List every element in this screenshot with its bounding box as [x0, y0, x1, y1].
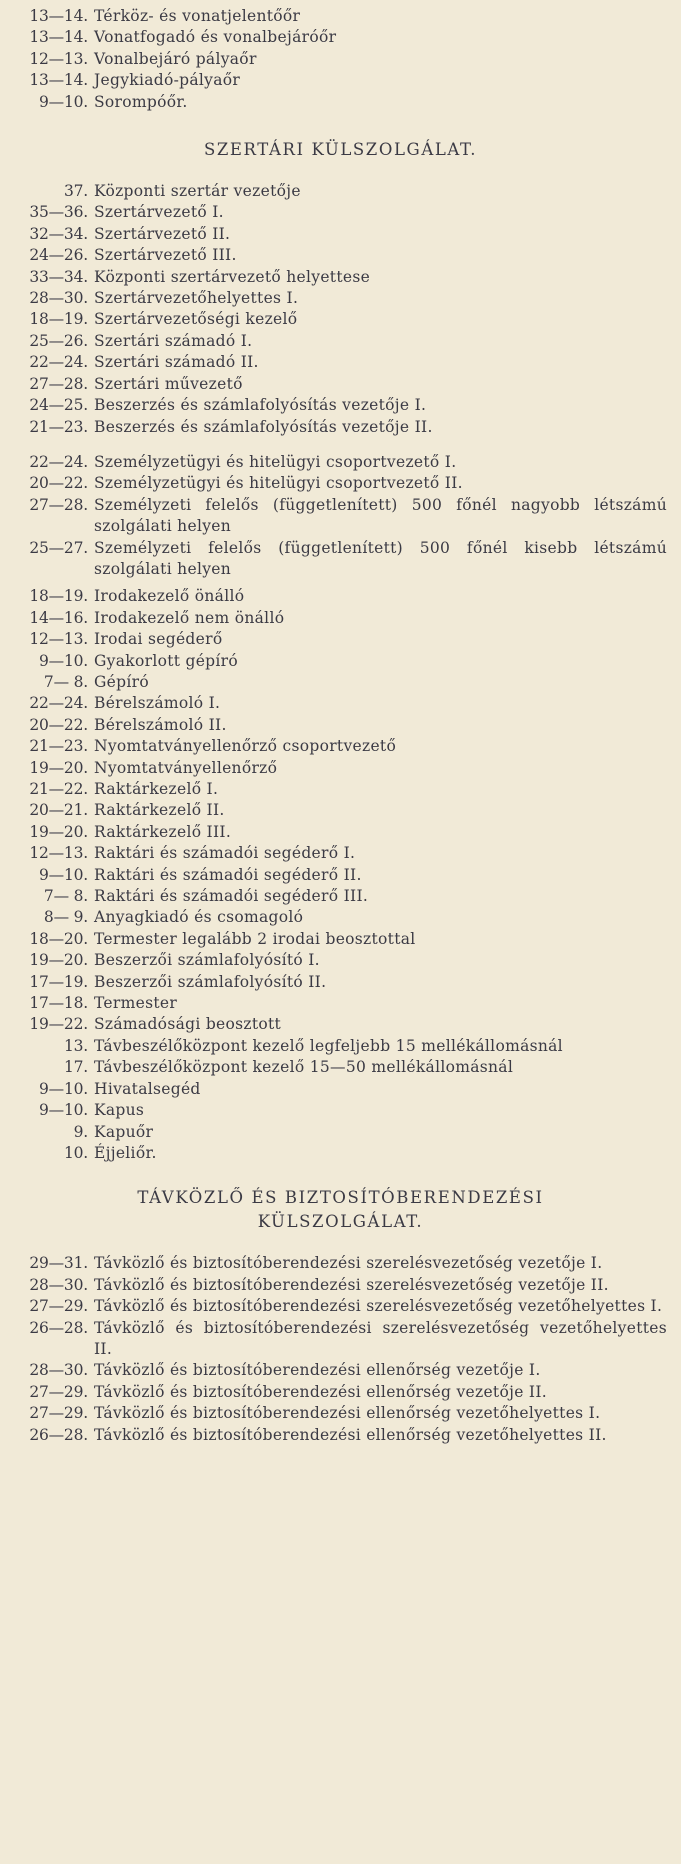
item-text: Szertárvezető II. [94, 224, 231, 243]
item-text: Távközlő és biztosítóberendezési ellenőrség vezetője II. [94, 1382, 547, 1401]
item-number: 20—22. [29, 715, 88, 734]
list-item [8, 972, 673, 993]
list-item [8, 267, 673, 288]
list-item [8, 1296, 673, 1317]
item-number: 27—29. [29, 1382, 88, 1401]
list-item [8, 672, 673, 693]
list-item [8, 608, 673, 629]
item-text: Gépíró [94, 672, 149, 691]
item-number: 20—21. [29, 801, 88, 820]
item-text: Raktári és számadói segéderő III. [94, 887, 369, 906]
item-number: 10. [63, 1143, 88, 1162]
list-item [8, 452, 673, 473]
item-number: 9—10. [38, 1079, 88, 1098]
list-item [8, 1360, 673, 1381]
item-number: 18—19. [29, 310, 88, 329]
item-number: 8— 9. [43, 908, 88, 927]
item-number: 19—20. [29, 758, 88, 777]
list-item [8, 629, 673, 650]
list-item [8, 374, 673, 395]
item-text: Távközlő és biztosítóberendezési szerelésvezetőség vezetője I. [94, 1254, 603, 1273]
item-text: Irodai segéderő [94, 630, 223, 649]
item-number: 18—20. [29, 929, 88, 948]
item-number: 9. [73, 1122, 88, 1141]
list-item [8, 27, 673, 48]
list-item [8, 929, 673, 950]
list-item [8, 1253, 673, 1274]
list-item [8, 1100, 673, 1121]
item-number: 21—23. [29, 737, 88, 756]
item-text: Raktárkezelő III. [94, 822, 232, 841]
item-text: Raktári és számadói segéderő II. [94, 865, 362, 884]
list-item [8, 693, 673, 714]
item-number: 28—30. [29, 1275, 88, 1294]
item-text: Termester legalább 2 irodai beosztottal [94, 929, 416, 948]
item-text: Beszerzői számlafolyósító II. [94, 972, 327, 991]
item-text: Hivatalsegéd [94, 1079, 201, 1098]
item-number: 19—20. [29, 822, 88, 841]
list-item [8, 886, 673, 907]
list-item [8, 651, 673, 672]
list-item [8, 1143, 673, 1164]
list-item [8, 907, 673, 928]
list-item [8, 245, 673, 266]
item-number: 27—28. [29, 495, 88, 514]
item-text: Távközlő és biztosítóberendezési ellenőrség vezetője I. [94, 1361, 541, 1380]
list-item [8, 288, 673, 309]
item-text: Személyzeti felelős (függetlenített) 500 főnél kisebb létszámú szolgálati helyen [94, 538, 667, 578]
item-text: Gyakorlott gépíró [94, 651, 239, 670]
item-text: Kapuőr [94, 1122, 154, 1141]
item-number: 13—14. [29, 71, 88, 90]
item-number: 22—24. [29, 694, 88, 713]
list-item [8, 202, 673, 223]
item-number: 13—14. [29, 28, 88, 47]
item-number: 13—14. [29, 7, 88, 25]
item-number: 12—13. [29, 630, 88, 649]
item-text: Jegykiadó-pályaőr [94, 71, 241, 90]
block-b [8, 181, 673, 438]
item-text: Távbeszélőközpont kezelő 15—50 mellékállomásnál [94, 1058, 514, 1077]
item-number: 25—27. [29, 538, 88, 557]
list-item [8, 1318, 673, 1361]
item-number: 14—16. [29, 608, 88, 627]
item-number: 29—31. [29, 1254, 88, 1273]
item-number: 12—13. [29, 844, 88, 863]
list-item [8, 352, 673, 373]
list-item [8, 586, 673, 607]
list-item [8, 473, 673, 494]
item-text: Távközlő és biztosítóberendezési szerelésvezetőség vezetője II. [94, 1275, 609, 1294]
list-item [8, 758, 673, 779]
item-text: Távközlő és biztosítóberendezési szerelésvezetőség vezetőhelyettes II. [94, 1318, 667, 1358]
item-text: Szertárvezető III. [94, 246, 237, 265]
item-number: 24—25. [29, 396, 88, 415]
item-text: Szertárvezetőhelyettes I. [94, 289, 299, 308]
item-number: 22—24. [29, 353, 88, 372]
list-item [8, 800, 673, 821]
item-text: Beszerzés és számlafolyósítás vezetője II. [94, 417, 433, 436]
list-item [8, 736, 673, 757]
list-item [8, 417, 673, 438]
item-number: 32—34. [29, 224, 88, 243]
item-text: Vonalbejáró pályaőr [94, 49, 257, 68]
item-number: 26—28. [29, 1425, 88, 1444]
item-number: 20—22. [29, 474, 88, 493]
list-item [8, 395, 673, 416]
block-e [8, 1253, 673, 1446]
item-text: Raktári és számadói segéderő I. [94, 844, 356, 863]
list-item [8, 1079, 673, 1100]
item-number: 17—18. [29, 994, 88, 1013]
item-number: 21—22. [29, 780, 88, 798]
section-heading-tavkozlo-line2: KÜLSZOLGÁLAT. [257, 1212, 424, 1232]
list-item [8, 822, 673, 843]
item-number: 27—28. [29, 374, 88, 393]
list-item [8, 538, 673, 581]
item-number: 33—34. [29, 267, 88, 286]
item-text: Szertárvezető I. [94, 203, 224, 222]
list-item [8, 1122, 673, 1143]
item-number: 9—10. [38, 651, 88, 670]
item-number: 24—26. [29, 246, 88, 265]
item-text: Szertárvezetőségi kezelő [94, 310, 298, 329]
item-text: Beszerzői számlafolyósító I. [94, 951, 320, 970]
item-number: 28—30. [29, 289, 88, 308]
list-item [8, 715, 673, 736]
item-number: 9—10. [38, 865, 88, 884]
list-item [8, 49, 673, 70]
item-text: Raktárkezelő II. [94, 801, 225, 820]
item-text: Számadósági beosztott [94, 1015, 282, 1034]
item-text: Éjjeliőr. [94, 1143, 157, 1162]
item-text: Szertári művezető [94, 374, 243, 393]
item-text: Személyzetügyi és hitelügyi csoportvezető II. [94, 474, 463, 493]
item-text: Személyzetügyi és hitelügyi csoportvezető I. [94, 452, 457, 471]
list-item [8, 1036, 673, 1057]
item-number: 9—10. [38, 92, 88, 111]
item-number: 27—29. [29, 1297, 88, 1316]
item-text: Központi szertárvezető helyettese [94, 267, 371, 286]
item-text: Bérelszámoló II. [94, 715, 227, 734]
list-item [8, 92, 673, 113]
list-item [8, 1425, 673, 1446]
block-d [8, 586, 673, 1164]
item-text: Térköz- és vonatjelentőőr [94, 7, 301, 25]
item-number: 25—26. [29, 331, 88, 350]
item-text: Bérelszámoló I. [94, 694, 221, 713]
list-item [8, 1382, 673, 1403]
list-item [8, 331, 673, 352]
item-number: 7— 8. [43, 887, 88, 906]
list-item [8, 495, 673, 538]
item-number: 7— 8. [43, 672, 88, 691]
list-item [8, 224, 673, 245]
item-number: 18—19. [29, 587, 88, 606]
item-text: Sorompóőr. [94, 92, 188, 111]
item-number: 26—28. [29, 1318, 88, 1337]
block-c [8, 452, 673, 580]
list-item [8, 950, 673, 971]
item-text: Nyomtatványellenőrző [94, 758, 278, 777]
item-text: Nyomtatványellenőrző csoportvezető [94, 737, 397, 756]
item-number: 17—19. [29, 972, 88, 991]
item-text: Központi szertár vezetője [94, 182, 301, 201]
list-item [8, 1275, 673, 1296]
list-item [8, 843, 673, 864]
spacer [8, 438, 673, 452]
list-item [8, 70, 673, 91]
list-item [8, 865, 673, 886]
item-text: Személyzeti felelős (függetlenített) 500 főnél nagyobb létszámú szolgálati helyen [94, 495, 667, 536]
list-item [8, 6, 673, 27]
item-number: 21—23. [29, 417, 88, 436]
item-number: 12—13. [29, 49, 88, 68]
item-text: Távközlő és biztosítóberendezési ellenőrség vezetőhelyettes I. [94, 1404, 601, 1423]
list-item [8, 309, 673, 330]
item-text: Raktárkezelő I. [94, 780, 219, 798]
item-number: 37. [63, 182, 88, 201]
section-heading-tavkozlo-line1: TÁVKÖZLŐ ÉS BIZTOSÍTÓBERENDEZÉSI [137, 1188, 544, 1208]
list-item [8, 181, 673, 202]
item-number: 27—29. [29, 1404, 88, 1423]
item-text: Szertári számadó II. [94, 353, 259, 372]
item-number: 9—10. [38, 1101, 88, 1120]
item-number: 17. [63, 1058, 88, 1077]
section-heading-szertari: SZERTÁRI KÜLSZOLGÁLAT. [203, 140, 478, 160]
item-number: 28—30. [29, 1361, 88, 1380]
item-text: Anyagkiadó és csomagoló [94, 908, 304, 927]
list-item [8, 1014, 673, 1035]
list-item [8, 779, 673, 800]
item-text: Szertári számadó I. [94, 331, 253, 350]
item-number: 35—36. [29, 203, 88, 222]
item-text: Kapus [94, 1101, 145, 1120]
item-number: 22—24. [29, 452, 88, 471]
item-text: Távbeszélőközpont kezelő legfeljebb 15 mellékállomásnál [94, 1036, 563, 1055]
block-a [8, 6, 673, 113]
list-item [8, 993, 673, 1014]
item-number: 13. [63, 1036, 88, 1055]
item-text: Távközlő és biztosítóberendezési ellenőrség vezetőhelyettes II. [94, 1425, 607, 1444]
item-text: Távközlő és biztosítóberendezési szerelésvezetőség vezetőhelyettes I. [94, 1297, 663, 1316]
item-text: Irodakezelő önálló [94, 587, 245, 606]
list-item [8, 1403, 673, 1424]
item-text: Vonatfogadó és vonalbejáróőr [94, 28, 337, 47]
item-number: 19—20. [29, 951, 88, 970]
item-text: Termester [94, 994, 178, 1013]
item-text: Irodakezelő nem önálló [94, 608, 285, 627]
list-item [8, 1057, 673, 1078]
item-number: 19—22. [29, 1015, 88, 1034]
item-text: Beszerzés és számlafolyósítás vezetője I. [94, 396, 427, 415]
